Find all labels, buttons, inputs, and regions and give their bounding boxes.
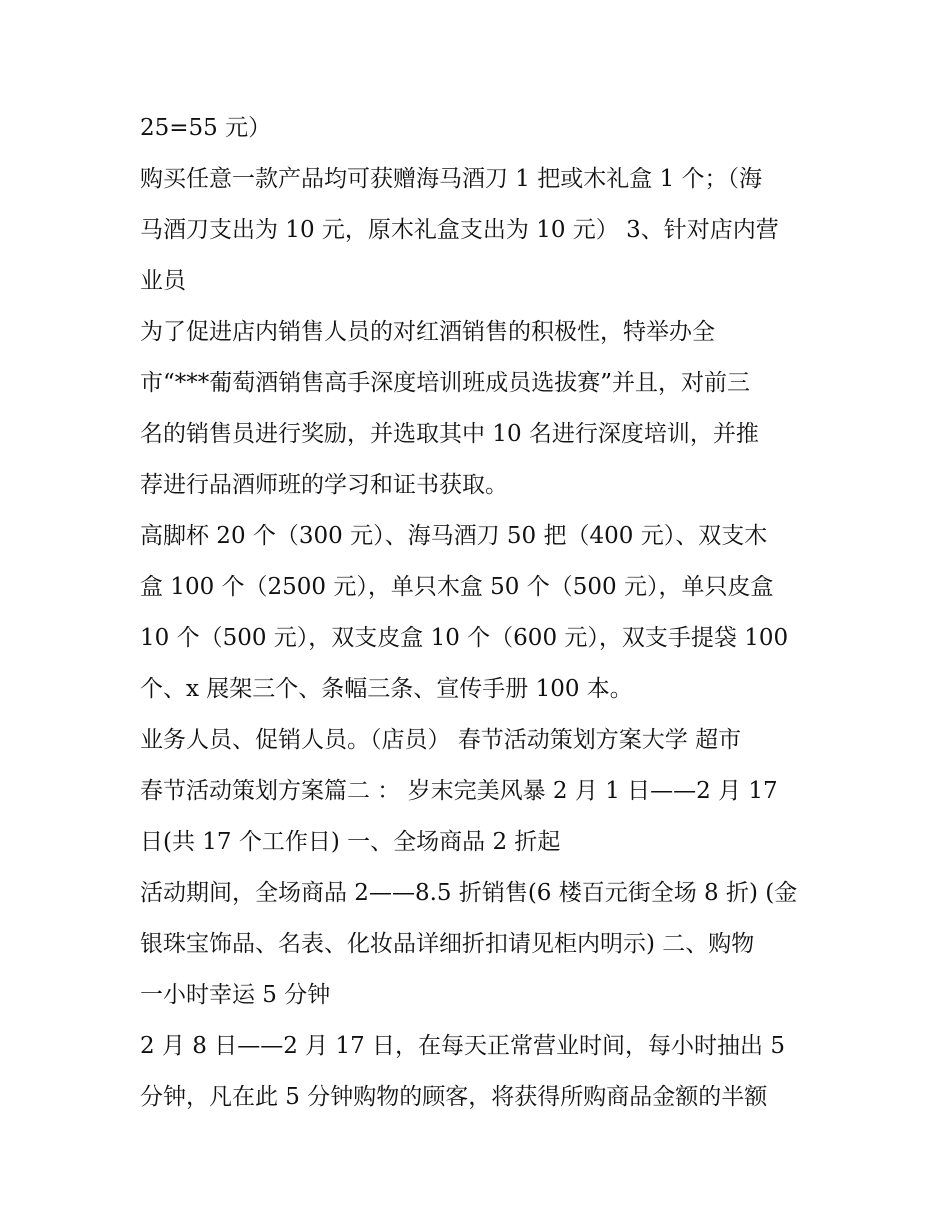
text-line: 10 个（500 元），双支皮盒 10 个（600 元），双支手提袋 100 [140, 625, 789, 651]
text-line: 日(共 17 个工作日) 一、全场商品 2 折起 [140, 829, 561, 855]
text-line: 荐进行品酒师班的学习和证书获取。 [140, 472, 508, 498]
text-line: 名的销售员进行奖励，并选取其中 10 名进行深度培训，并推 [140, 421, 759, 447]
text-line: 为了促进店内销售人员的对红酒销售的积极性，特举办全 [140, 319, 715, 345]
text-line: 高脚杯 20 个（300 元）、海马酒刀 50 把（400 元）、双支木 [140, 523, 768, 549]
text-line: 银珠宝饰品、名表、化妆品详细折扣请见柜内明示) 二、购物 [140, 931, 755, 957]
document-body [140, 103, 820, 1123]
text-line: 2 月 8 日——2 月 17 日，在每天正常营业时间，每小时抽出 5 [140, 1033, 785, 1059]
text-line: 春节活动策划方案篇二 ： 岁末完美风暴 2 月 1 日——2 月 17 [140, 778, 778, 804]
text-line: 市“***葡萄酒销售高手深度培训班成员选拔赛”并且，对前三 [140, 370, 751, 396]
text-line: 25=55 元） [140, 115, 272, 141]
text-line: 个、x 展架三个、条幅三条、宣传手册 100 本。 [140, 676, 633, 702]
text-line: 购买任意一款产品均可获赠海马酒刀 1 把或木礼盒 1 个；（海 [140, 166, 763, 192]
text-line: 一小时幸运 5 分钟 [140, 982, 331, 1008]
text-line: 业务人员、促销人员。（店员） 春节活动策划方案大学 超市 [140, 727, 742, 753]
text-line: 盒 100 个（2500 元），单只木盒 50 个（500 元），单只皮盒 [140, 574, 774, 600]
text-line: 马酒刀支出为 10 元，原木礼盒支出为 10 元） 3、针对店内营 [140, 217, 779, 243]
text-line: 业员 [140, 268, 186, 294]
text-line: 分钟，凡在此 5 分钟购物的顾客，将获得所购商品金额的半额 [140, 1084, 768, 1110]
text-line: 活动期间，全场商品 2——8.5 折销售(6 楼百元街全场 8 折) (金 [140, 880, 798, 906]
